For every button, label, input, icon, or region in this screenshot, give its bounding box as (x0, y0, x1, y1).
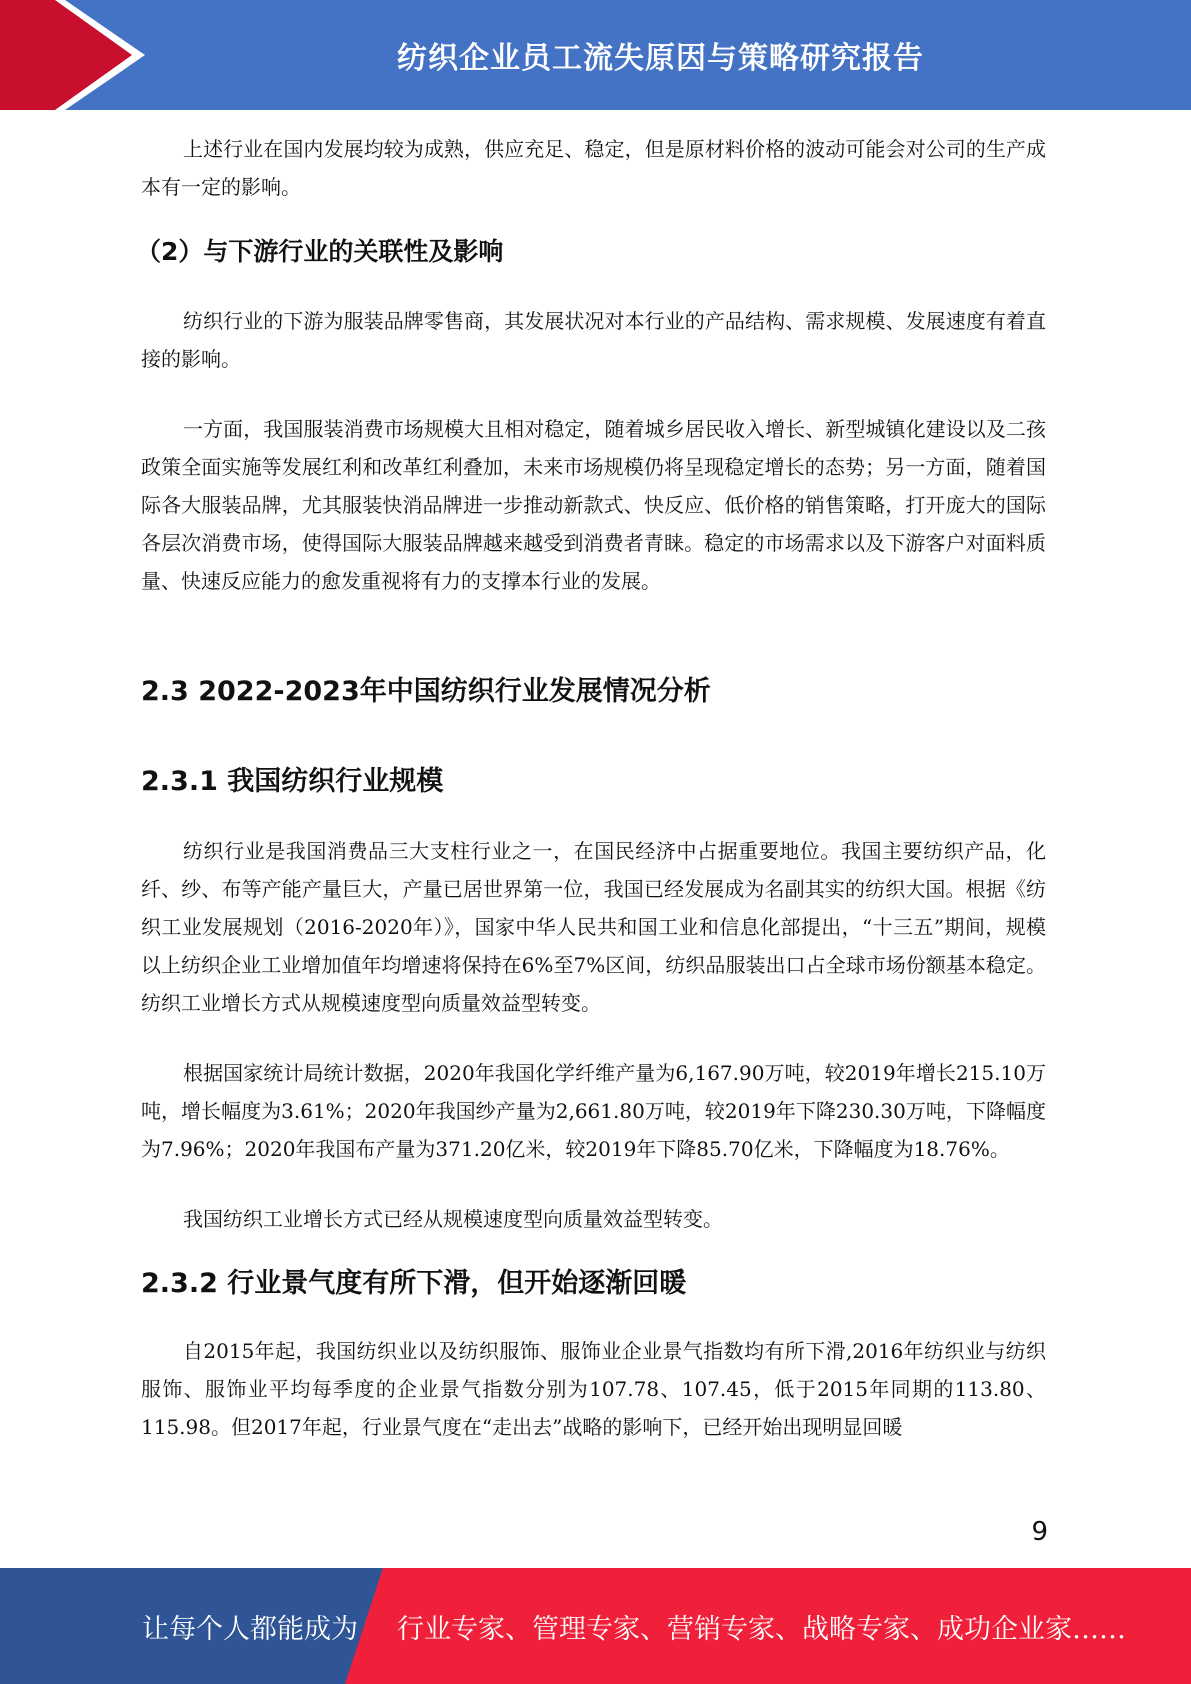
section-heading-2-3: 2.3 2022-2023年中国纺织行业发展情况分析 (141, 676, 711, 707)
paragraph-downstream-intro: 纺织行业的下游为服装品牌零售商，其发展状况对本行业的产品结构、需求规模、发展速度有着直接的影响。 (141, 309, 1046, 371)
page-footer (0, 1568, 1191, 1684)
header-arrow-icon (0, 0, 160, 110)
footer-slogan-right: 行业专家、管理专家、营销专家、战略专家、成功企业家…… (397, 1613, 1126, 1645)
section-heading-2-3-2: 2.3.2 行业景气度有所下滑，但开始逐渐回暖 (141, 1268, 687, 1299)
paragraph-upstream-summary: 上述行业在国内发展均较为成熟，供应充足、稳定，但是原材料价格的波动可能会对公司的生产成本有一定的影响。 (141, 137, 1046, 199)
page-number: 9 (1031, 1517, 1048, 1547)
paragraph-business-climate: 自2015年起，我国纺织业以及纺织服饰、服饰业企业景气指数均有所下滑,2016年纺织业与纺织服饰、服饰业平均每季度的企业景气指数分别为107.78、107.45，低于2015年同期的113.80、115.98。但2017年起，行业景气度在“走出去”战略的影响下，已经开始出现明显回暖 (141, 1339, 1046, 1439)
paragraph-production-stats: 根据国家统计局统计数据，2020年我国化学纤维产量为6,167.90万吨，较2019年增长215.10万吨，增长幅度为3.61%；2020年我国纱产量为2,661.80万吨，较2019年下降230.30万吨，下降幅度为7.96%；2020年我国布产量为371.20亿米，较2019年下降85.70亿米，下降幅度为18.76%。 (141, 1061, 1046, 1161)
main-content (136, 130, 1046, 1446)
paragraph-industry-scale: 纺织行业是我国消费品三大支柱行业之一，在国民经济中占据重要地位。我国主要纺织产品，化纤、纱、布等产能产量巨大，产量已居世界第一位，我国已经发展成为名副其实的纺织大国。根据《纺织工业发展规划（2016-2020年）》，国家中华人民共和国工业和信息化部提出，“十三五”期间，规模以上纺织企业工业增加值年均增速将保持在6%至7%区间，纺织品服装出口占全球市场份额基本稳定。纺织工业增长方式从规模速度型向质量效益型转变。 (141, 839, 1046, 1015)
footer-slogan-left: 让每个人都能成为 (142, 1613, 358, 1645)
heading-downstream-relation: （2）与下游行业的关联性及影响 (136, 237, 504, 266)
paragraph-growth-mode: 我国纺织工业增长方式已经从规模速度型向质量效益型转变。 (183, 1207, 723, 1231)
report-title: 纺织企业员工流失原因与策略研究报告 (397, 41, 924, 76)
page-header (0, 0, 1191, 110)
paragraph-market-outlook: 一方面，我国服装消费市场规模大且相对稳定，随着城乡居民收入增长、新型城镇化建设以及二孩政策全面实施等发展红利和改革红利叠加，未来市场规模仍将呈现稳定增长的态势；另一方面，随着国际各大服装品牌，尤其服装快消品牌进一步推动新款式、快反应、低价格的销售策略，打开庞大的国际各层次消费市场，使得国际大服装品牌越来越受到消费者青睐。稳定的市场需求以及下游客户对面料质量、快速反应能力的愈发重视将有力的支撑本行业的发展。 (141, 417, 1046, 593)
section-heading-2-3-1: 2.3.1 我国纺织行业规模 (141, 766, 444, 797)
